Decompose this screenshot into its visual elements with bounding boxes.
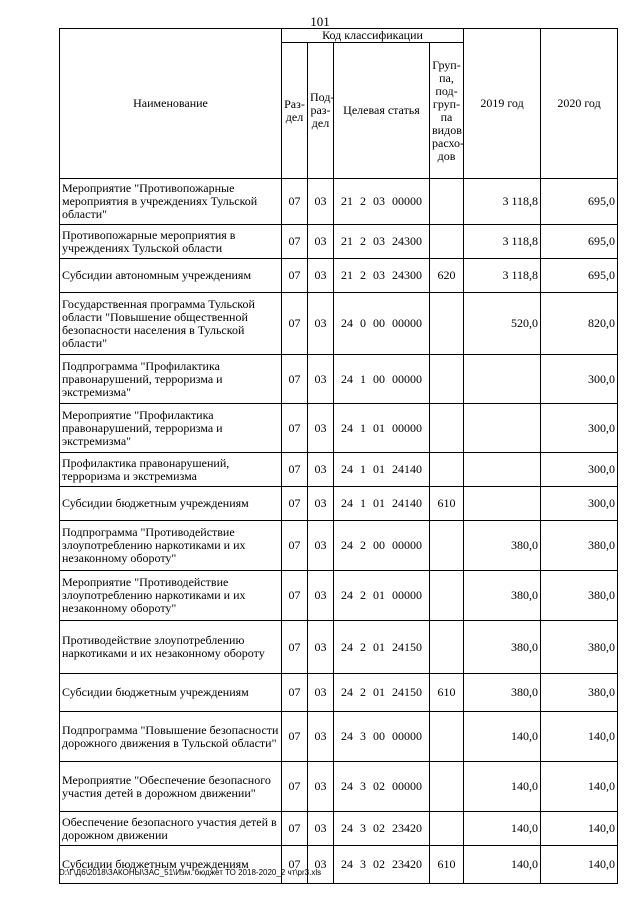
row-name: Мероприятие "Противодействие злоупотреблению наркотиками и их незаконному обороту": [60, 571, 282, 621]
row-target: 24 2 01 24150: [334, 674, 430, 712]
row-name: Противопожарные мероприятия в учреждениях Тульской области: [60, 225, 282, 259]
row-group: 610: [430, 846, 464, 884]
row-group: 610: [430, 487, 464, 521]
row-value-2020: 140,0: [541, 812, 618, 846]
table-row: [60, 571, 618, 621]
row-section: 07: [282, 487, 308, 521]
row-value-2019: 140,0: [464, 762, 541, 812]
row-subsection: 03: [308, 712, 334, 762]
row-value-2020: 380,0: [541, 621, 618, 674]
row-name: Подпрограмма "Противодействие злоупотреблению наркотиками и их незаконному обороту": [60, 521, 282, 571]
row-target: 24 3 02 00000: [334, 762, 430, 812]
row-name: Субсидии автономным учреждениям: [60, 259, 282, 293]
row-section: 07: [282, 521, 308, 571]
row-value-2020: 695,0: [541, 259, 618, 293]
row-value-2019: 140,0: [464, 812, 541, 846]
table-row: [60, 404, 618, 453]
row-group: [430, 453, 464, 487]
table-row: [60, 762, 618, 812]
row-target: 24 3 02 23420: [334, 846, 430, 884]
row-section: 07: [282, 259, 308, 293]
row-section: 07: [282, 812, 308, 846]
row-section: 07: [282, 225, 308, 259]
row-target: 24 2 00 00000: [334, 521, 430, 571]
row-subsection: 03: [308, 521, 334, 571]
row-target: 24 0 00 00000: [334, 293, 430, 355]
row-section: 07: [282, 674, 308, 712]
row-value-2019: 520,0: [464, 293, 541, 355]
row-name: Субсидии бюджетным учреждениям: [60, 846, 282, 884]
row-target: 24 1 01 24140: [334, 487, 430, 521]
row-subsection: 03: [308, 674, 334, 712]
row-value-2020: 140,0: [541, 712, 618, 762]
row-subsection: 03: [308, 225, 334, 259]
row-target: 21 2 03 00000: [334, 179, 430, 225]
target-header: Целевая статья: [334, 43, 430, 179]
row-subsection: 03: [308, 293, 334, 355]
row-group: [430, 293, 464, 355]
table-row: [60, 355, 618, 404]
section-header: Раз-дел: [282, 43, 308, 179]
row-subsection: 03: [308, 259, 334, 293]
row-name: Мероприятие "Профилактика правонарушений, терроризма и экстремизма": [60, 404, 282, 453]
row-section: 07: [282, 621, 308, 674]
table-row: [60, 674, 618, 712]
row-group: [430, 225, 464, 259]
row-name: Обеспечение безопасного участия детей в дорожном движении: [60, 812, 282, 846]
row-section: 07: [282, 179, 308, 225]
table-row: [60, 812, 618, 846]
group-header: Груп-па, под-груп-па видов расхо-дов: [430, 43, 464, 179]
row-value-2019: [464, 355, 541, 404]
table-row: [60, 453, 618, 487]
row-target: 24 1 01 24140: [334, 453, 430, 487]
row-value-2020: 300,0: [541, 404, 618, 453]
budget-table: [59, 28, 618, 884]
classification-header: Код классификации: [282, 29, 464, 43]
row-subsection: 03: [308, 846, 334, 884]
row-name: Подпрограмма "Профилактика правонарушений, терроризма и экстремизма": [60, 355, 282, 404]
row-subsection: 03: [308, 487, 334, 521]
row-target: 24 1 00 00000: [334, 355, 430, 404]
row-subsection: 03: [308, 621, 334, 674]
row-value-2019: 3 118,8: [464, 259, 541, 293]
row-name: Подпрограмма "Повышение безопасности дорожного движения в Тульской области": [60, 712, 282, 762]
row-group: [430, 762, 464, 812]
row-section: 07: [282, 453, 308, 487]
row-section: 07: [282, 571, 308, 621]
row-value-2019: 380,0: [464, 674, 541, 712]
row-subsection: 03: [308, 404, 334, 453]
row-name: Субсидии бюджетным учреждениям: [60, 487, 282, 521]
page-number: 101: [310, 14, 330, 29]
table-row: [60, 521, 618, 571]
row-target: 24 2 01 24150: [334, 621, 430, 674]
row-value-2019: [464, 487, 541, 521]
row-value-2019: 140,0: [464, 712, 541, 762]
row-group: [430, 621, 464, 674]
table-row: [60, 225, 618, 259]
row-value-2019: 380,0: [464, 571, 541, 621]
row-value-2019: 3 118,8: [464, 179, 541, 225]
row-section: 07: [282, 293, 308, 355]
row-group: 620: [430, 259, 464, 293]
row-target: 24 3 00 00000: [334, 712, 430, 762]
file-path-footer: D:\Г\Д6\2018\ЗАКОНЫ\ЗАС_51\Изм. бюджет ТО 2018-2020_2 чт\pr3.xls: [59, 868, 322, 877]
subsection-header: Под-раз-дел: [308, 43, 334, 179]
row-section: 07: [282, 762, 308, 812]
row-value-2020: 300,0: [541, 355, 618, 404]
row-target: 24 3 02 23420: [334, 812, 430, 846]
row-value-2019: [464, 404, 541, 453]
row-value-2019: 140,0: [464, 846, 541, 884]
table-row: [60, 259, 618, 293]
row-value-2020: 300,0: [541, 487, 618, 521]
row-group: [430, 355, 464, 404]
row-value-2020: 380,0: [541, 674, 618, 712]
row-group: [430, 404, 464, 453]
row-section: 07: [282, 846, 308, 884]
row-name: Противодействие злоупотреблению наркотиками и их незаконному обороту: [60, 621, 282, 674]
row-value-2020: 300,0: [541, 453, 618, 487]
row-section: 07: [282, 404, 308, 453]
row-subsection: 03: [308, 812, 334, 846]
row-name: Мероприятие "Противопожарные мероприятия в учреждениях Тульской области": [60, 179, 282, 225]
col-2019-header: 2019 год: [464, 29, 541, 179]
row-value-2020: 140,0: [541, 762, 618, 812]
row-value-2019: 380,0: [464, 521, 541, 571]
row-target: 24 2 01 00000: [334, 571, 430, 621]
row-value-2020: 695,0: [541, 179, 618, 225]
row-group: [430, 571, 464, 621]
row-name: Профилактика правонарушений, терроризма и экстремизма: [60, 453, 282, 487]
table-row: [60, 293, 618, 355]
row-section: 07: [282, 355, 308, 404]
table-row: [60, 487, 618, 521]
row-group: [430, 521, 464, 571]
table-row: [60, 846, 618, 884]
row-value-2019: [464, 453, 541, 487]
row-value-2020: 695,0: [541, 225, 618, 259]
row-value-2020: 380,0: [541, 521, 618, 571]
row-name: Субсидии бюджетным учреждениям: [60, 674, 282, 712]
row-target: 24 1 01 00000: [334, 404, 430, 453]
table-row: [60, 621, 618, 674]
row-name: Мероприятие "Обеспечение безопасного участия детей в дорожном движении": [60, 762, 282, 812]
row-target: 21 2 03 24300: [334, 225, 430, 259]
row-section: 07: [282, 712, 308, 762]
row-group: [430, 812, 464, 846]
row-value-2019: 3 118,8: [464, 225, 541, 259]
table-row: [60, 712, 618, 762]
row-subsection: 03: [308, 453, 334, 487]
row-value-2020: 380,0: [541, 571, 618, 621]
row-subsection: 03: [308, 355, 334, 404]
row-subsection: 03: [308, 762, 334, 812]
row-name: Государственная программа Тульской области "Повышение общественной безопасности населения в Тульской области": [60, 293, 282, 355]
table-row: [60, 179, 618, 225]
row-group: [430, 179, 464, 225]
row-value-2020: 820,0: [541, 293, 618, 355]
row-value-2019: 380,0: [464, 621, 541, 674]
row-subsection: 03: [308, 179, 334, 225]
row-subsection: 03: [308, 571, 334, 621]
row-value-2020: 140,0: [541, 846, 618, 884]
col-name-header: Наименование: [60, 29, 282, 179]
row-group: [430, 712, 464, 762]
col-2020-header: 2020 год: [541, 29, 618, 179]
row-group: 610: [430, 674, 464, 712]
row-target: 21 2 03 24300: [334, 259, 430, 293]
